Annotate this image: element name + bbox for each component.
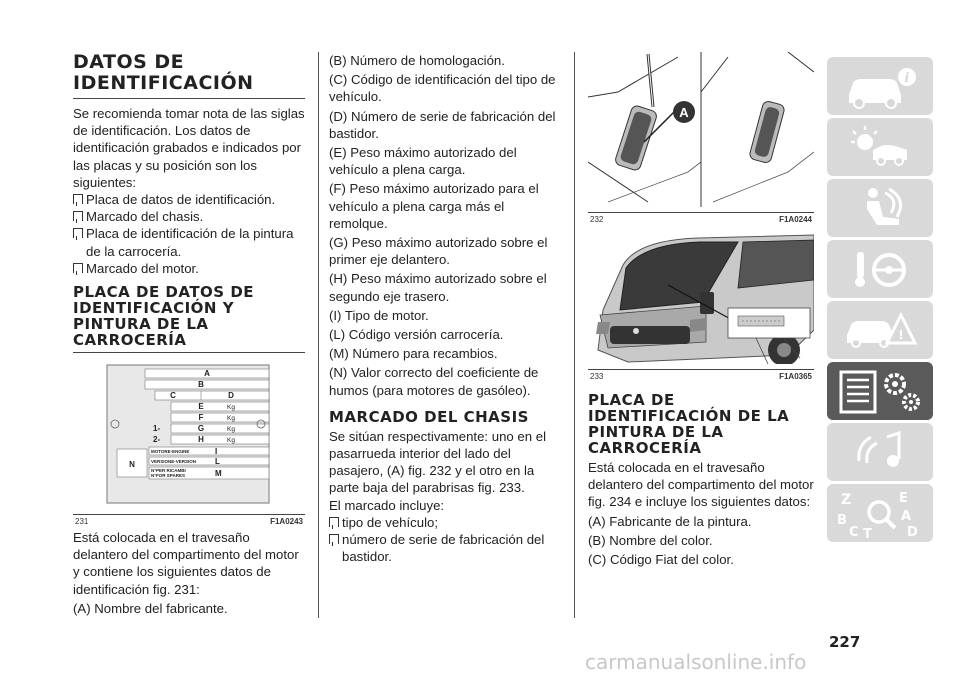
airbag-seat-icon: [827, 179, 933, 237]
chassis-includes: El marcado incluye:: [329, 497, 445, 513]
bullet-icon: [73, 194, 83, 204]
subtitle-rule: [73, 352, 305, 353]
warning-lights-icon: [827, 118, 933, 176]
car-warning-triangle-icon: [827, 301, 933, 359]
index-letter: B: [837, 513, 847, 528]
plate-description: Está colocada en el travesaño delantero del compartimento del motor y contiene los siguientes datos de identificación fig. 231:: [73, 530, 299, 597]
bullet-icon: [73, 228, 83, 238]
subsection-title: PLACA DE IDENTIFICACIÓN DE LA PINTURA DE LA CARROCERÍA: [588, 391, 790, 457]
document-gears-icon: [827, 362, 933, 420]
plate-item: (B) Número de homologación.: [329, 53, 505, 68]
column-divider-1: [318, 52, 319, 618]
figure-233: [588, 230, 814, 384]
plate-kg-h: Kg: [227, 437, 235, 445]
page-number: 227: [829, 633, 861, 651]
bullet-item: Marcado del chasis.: [73, 208, 305, 225]
plate-item: (F) Peso máximo autorizado para el vehículo a plena carga más el remolque.: [329, 181, 539, 231]
bullet-item: Marcado del motor.: [73, 260, 305, 277]
column-2: [329, 52, 561, 565]
column-1: [73, 52, 305, 617]
subsection-title: PLACA DE DATOS DE IDENTIFICACIÓN Y PINTURA DE LA CARROCERÍA: [73, 283, 255, 350]
column-divider-2: [574, 52, 575, 618]
plate-item: (I) Tipo de motor.: [329, 307, 429, 323]
music-phone-icon: [827, 423, 933, 481]
alphabet-search-icon: [827, 484, 933, 542]
figure-number: 231: [75, 517, 89, 527]
figure-code: F1A0244: [779, 215, 812, 224]
plate-ricambi-2: N°FOR SPARES: [151, 473, 185, 479]
column-3: [588, 52, 814, 568]
figure-code: F1A0365: [779, 372, 812, 381]
plate-item: (D) Número de serie de fabricación del bastidor.: [329, 108, 556, 141]
car-info-icon: [827, 57, 933, 115]
index-letter: E: [899, 491, 908, 506]
plate-label-i: I: [215, 447, 218, 457]
plate-label-1: 1-: [153, 424, 161, 434]
intro-paragraph: Se recomienda tomar nota de las siglas de identificación. Los datos de identificación grabados e indicados por las placas y su posición son los siguientes:: [73, 106, 305, 190]
steering-key-icon: [827, 240, 933, 298]
svg-text:!: !: [898, 328, 904, 342]
plate-kg-g: Kg: [227, 426, 235, 434]
plate-label-e: E: [198, 402, 204, 412]
tab-technical-data[interactable]: [827, 362, 933, 420]
plate-label-n: N: [129, 460, 135, 470]
plate-kg-f: Kg: [227, 415, 235, 423]
index-letter: Z: [841, 492, 852, 508]
plate-label-m: M: [215, 469, 222, 479]
bullet-item: tipo de vehículo;: [329, 514, 561, 531]
figure-232: [588, 52, 814, 228]
plate-label-l: L: [215, 457, 220, 467]
figure-caption: [588, 213, 814, 224]
plate-label-g: G: [197, 424, 205, 434]
figure-231: [73, 359, 305, 527]
identification-plate-drawing: [73, 359, 305, 509]
figure-caption: [73, 515, 305, 526]
index-letter: D: [907, 525, 918, 540]
title-rule: [73, 98, 305, 99]
tab-warning-lights[interactable]: [827, 118, 933, 176]
index-letter: C: [849, 525, 859, 540]
bullet-item: número de serie de fabricación del bastidor.: [329, 531, 561, 565]
bullet-item: Placa de identificación de la pintura de la carrocería.: [73, 225, 305, 259]
subsection-title: MARCADO DEL CHASIS: [329, 407, 529, 426]
plate-kg-e: Kg: [227, 404, 235, 412]
tab-multimedia[interactable]: [827, 423, 933, 481]
plate-item: (M) Número para recambios.: [329, 346, 498, 362]
plate-versione: VERSIONE-VERSION: [151, 459, 197, 465]
figure-caption: [588, 370, 814, 381]
plate-label-d: D: [228, 391, 234, 401]
paint-item: (A) Fabricante de la pintura.: [588, 513, 752, 529]
paint-item: (C) Código Fiat del color.: [588, 552, 734, 568]
plate-item: (H) Peso máximo autorizado sobre el segundo eje trasero.: [329, 271, 547, 304]
wheelhouse-marking-drawing: [588, 52, 814, 207]
chassis-paragraph: Se sitúan respectivamente: uno en el pasarrueda interior del lado del pasajero, (A) fig. 232 y el otro en la parte baja del parabrisas fig. 233.: [329, 428, 546, 496]
index-letter: A: [901, 509, 912, 524]
figure-number: 232: [590, 215, 604, 224]
bullet-icon: [329, 534, 339, 544]
bullet-item: Placa de datos de identificación.: [73, 191, 305, 208]
figure-number: 233: [590, 372, 604, 381]
tab-starting-driving[interactable]: [827, 240, 933, 298]
plate-motore: MOTORE-ENGINE: [151, 449, 190, 455]
figure-code: F1A0243: [270, 517, 303, 527]
plate-label-a: A: [204, 369, 210, 379]
plate-item: (G) Peso máximo autorizado sobre el primer eje delantero.: [329, 235, 548, 268]
bullet-icon: [73, 263, 83, 273]
tab-safety[interactable]: [827, 179, 933, 237]
paint-plate-paragraph: Está colocada en el travesaño delantero del compartimento del motor fig. 234 e incluye los siguientes datos:: [588, 460, 814, 510]
plate-item: (L) Código versión carrocería.: [329, 327, 504, 343]
plate-item: (E) Peso máximo autorizado del vehículo a plena carga.: [329, 145, 517, 178]
plate-label-b: B: [198, 380, 204, 390]
svg-text:i: i: [904, 71, 910, 86]
plate-item: (C) Código de identificación del tipo de vehículo.: [329, 72, 556, 105]
callout-a-label: A: [679, 105, 689, 120]
tab-index[interactable]: [827, 484, 933, 542]
van-windshield-marking-drawing: [588, 230, 814, 364]
plate-ricambi-1: N°PER RICAMBI: [151, 468, 186, 474]
plate-item-a: (A) Nombre del fabricante.: [73, 600, 228, 616]
plate-label-2: 2-: [153, 435, 161, 445]
bullet-icon: [329, 517, 339, 527]
watermark: carmanualsonline.info: [585, 650, 807, 674]
bullet-icon: [73, 211, 83, 221]
plate-label-h: H: [198, 435, 204, 445]
tab-car-info[interactable]: [827, 57, 933, 115]
index-letter: T: [863, 527, 872, 542]
tab-emergency[interactable]: [827, 301, 933, 359]
plate-label-f: F: [198, 413, 204, 423]
section-title: DATOS DE IDENTIFICACIÓN: [73, 51, 254, 94]
paint-item: (B) Nombre del color.: [588, 532, 713, 548]
plate-label-c: C: [170, 391, 176, 401]
plate-item: (N) Valor correcto del coeficiente de humos (para motores de gasóleo).: [329, 365, 539, 398]
chapter-tabs: [827, 57, 933, 545]
